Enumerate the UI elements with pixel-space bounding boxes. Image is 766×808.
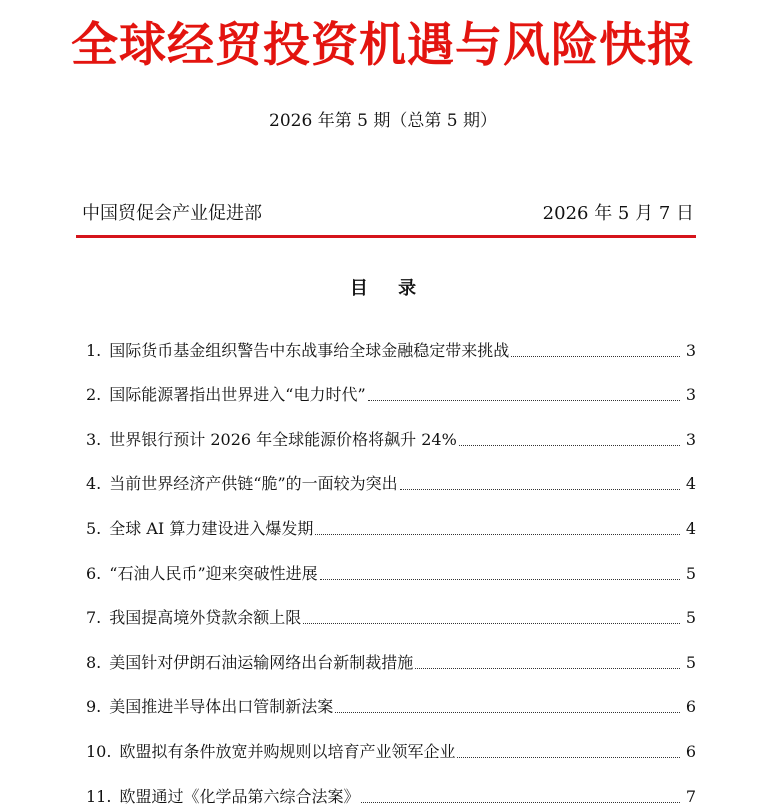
publication-title: 全球经贸投资机遇与风险快报 — [71, 18, 695, 73]
dot-leader — [511, 356, 680, 357]
dot-leader — [415, 668, 680, 669]
toc-entry-page: 3 — [685, 385, 696, 405]
dot-leader — [400, 489, 680, 490]
toc-entry-page: 6 — [685, 741, 696, 761]
toc-entry-title: 欧盟拟有条件放宽并购规则以培育产业领军企业 — [119, 741, 456, 761]
dot-leader — [459, 445, 680, 446]
toc-entry-page: 5 — [685, 652, 696, 672]
toc-entry[interactable] — [86, 585, 696, 630]
toc-entry[interactable] — [86, 451, 696, 496]
toc-entry-title: 国际能源署指出世界进入“电力时代” — [109, 385, 366, 405]
dot-leader — [368, 400, 680, 401]
toc-entry-number: 9. — [86, 697, 102, 717]
toc-entry-number: 7. — [86, 608, 102, 628]
dot-leader — [315, 534, 680, 535]
toc-heading: 目 录 — [349, 278, 429, 299]
dot-leader — [303, 623, 680, 624]
red-divider-rule — [76, 235, 696, 238]
toc-entry-title: 欧盟通过《化学品第六综合法案》 — [119, 786, 360, 806]
toc-entry[interactable] — [86, 540, 696, 585]
toc-entry[interactable] — [86, 406, 696, 451]
dot-leader — [320, 579, 680, 580]
toc-entry-page: 6 — [685, 697, 696, 717]
toc-entry[interactable] — [86, 317, 696, 362]
toc-entry-title: 美国推进半导体出口管制新法案 — [109, 697, 334, 717]
issue-number: 2026 年第 5 期（总第 5 期） — [269, 111, 497, 131]
toc-entry[interactable] — [86, 674, 696, 719]
dot-leader — [361, 802, 680, 803]
dot-leader — [335, 712, 680, 713]
toc-entry[interactable] — [86, 763, 696, 808]
dot-leader — [457, 757, 680, 758]
toc-entry-title: 我国提高境外贷款余额上限 — [109, 608, 302, 628]
table-of-contents — [86, 317, 696, 808]
toc-entry[interactable] — [86, 495, 696, 540]
toc-entry-number: 4. — [86, 474, 102, 494]
toc-entry-title: 世界银行预计 2026 年全球能源价格将飙升 24% — [109, 429, 457, 449]
toc-entry-number: 11. — [86, 786, 112, 806]
toc-entry-title: “石油人民币”迎来突破性进展 — [109, 563, 318, 583]
toc-entry-number: 10. — [86, 741, 112, 761]
toc-entry-page: 7 — [685, 786, 696, 806]
toc-entry[interactable] — [86, 629, 696, 674]
toc-entry-number: 3. — [86, 429, 102, 449]
toc-entry-title: 美国针对伊朗石油运输网络出台新制裁措施 — [109, 652, 414, 672]
toc-entry-number: 8. — [86, 652, 102, 672]
toc-entry-page: 5 — [685, 608, 696, 628]
issuing-organization: 中国贸促会产业促进部 — [82, 203, 262, 224]
toc-entry-page: 3 — [685, 429, 696, 449]
toc-entry-number: 1. — [86, 340, 102, 360]
toc-entry-title: 国际货币基金组织警告中东战事给全球金融稳定带来挑战 — [109, 340, 510, 360]
toc-entry-number: 6. — [86, 563, 102, 583]
toc-entry-number: 5. — [86, 518, 102, 538]
toc-entry-title: 全球 AI 算力建设进入爆发期 — [109, 518, 314, 538]
toc-entry-page: 3 — [685, 340, 696, 360]
issue-date: 2026 年 5 月 7 日 — [542, 203, 694, 224]
toc-entry-page: 4 — [685, 474, 696, 494]
toc-entry-page: 5 — [685, 563, 696, 583]
toc-entry[interactable] — [86, 362, 696, 407]
toc-entry-page: 4 — [685, 518, 696, 538]
toc-entry[interactable] — [86, 718, 696, 763]
header-meta — [82, 200, 694, 228]
toc-entry-title: 当前世界经济产供链“脆”的一面较为突出 — [109, 474, 398, 494]
toc-entry-number: 2. — [86, 385, 102, 405]
